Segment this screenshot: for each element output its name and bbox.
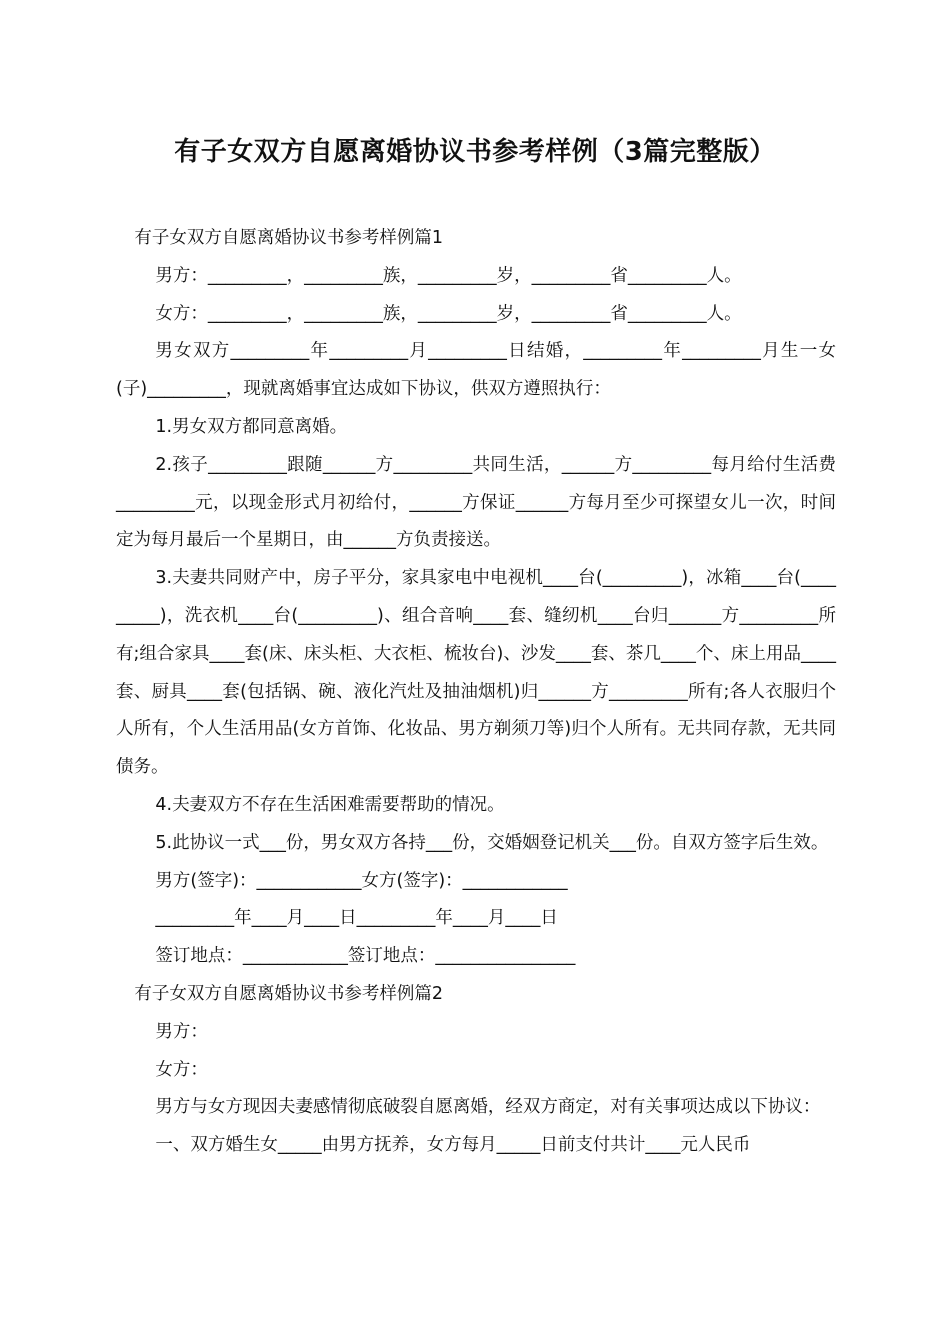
form-line: _________年____月____日_________年____月____日	[155, 908, 558, 929]
document-body	[116, 220, 836, 1165]
form-line: 男方(签字)：____________女方(签字)：____________	[155, 870, 568, 891]
clause-paragraph: 男女双方_________年_________月_________日结婚，_________年_________月生一女(子)_________，现就离婚事宜达成如下协议，供双方遵照执行：	[116, 341, 836, 400]
clause-paragraph: 5.此协议一式___份，男女双方各持___份，交婚姻登记机关___份。自双方签字后生效。	[155, 832, 829, 853]
clause-paragraph: 3.夫妻共同财产中，房子平分，家具家电中电视机____台(_________)，冰箱____台(_________)，洗衣机____台(_________)、组合音响____套、缝纫机____台归______方_________所有;组合家具____套(床、床头柜、大衣柜、梳妆台)、沙发____套、茶几____个、床上用品____套、厨具____套(包括锅、碗、液化汽灶及抽油烟机)归______方_________所有;各人衣服归个人所有，个人生活用品(女方首饰、化妆品、男方剃须刀等)归个人所有。无共同存款，无共同债务。	[116, 568, 836, 778]
form-line: 女方：_________，_________族，_________岁，_________省_________人。	[155, 303, 742, 324]
clause-paragraph: 4.夫妻双方不存在生活困难需要帮助的情况。	[155, 794, 505, 815]
form-line: 男方：	[155, 1021, 208, 1042]
clause-paragraph: 1.男女双方都同意离婚。	[155, 416, 348, 437]
form-line: 男方：_________，_________族，_________岁，_________省_________人。	[155, 265, 742, 286]
clause-paragraph: 一、双方婚生女_____由男方抚养，女方每月_____日前支付共计____元人民币	[155, 1135, 751, 1156]
form-line: 女方：	[155, 1059, 208, 1080]
form-line: 签订地点：____________签订地点：________________	[155, 946, 576, 967]
section-heading: 有子女双方自愿离婚协议书参考样例篇2	[134, 983, 444, 1004]
clause-paragraph: 2.孩子_________跟随______方_________共同生活，______方_________每月给付生活费_________元，以现金形式月初给付，______方保证______方每月至少可探望女儿一次，时间定为每月最后一个星期日，由______方负责接送。	[116, 454, 836, 551]
section-heading: 有子女双方自愿离婚协议书参考样例篇1	[134, 228, 444, 248]
document-title: 有子女双方自愿离婚协议书参考样例（3篇完整版）	[174, 137, 776, 167]
clause-paragraph: 男方与女方现因夫妻感情彻底破裂自愿离婚，经双方商定，对有关事项达成以下协议：	[155, 1097, 821, 1118]
